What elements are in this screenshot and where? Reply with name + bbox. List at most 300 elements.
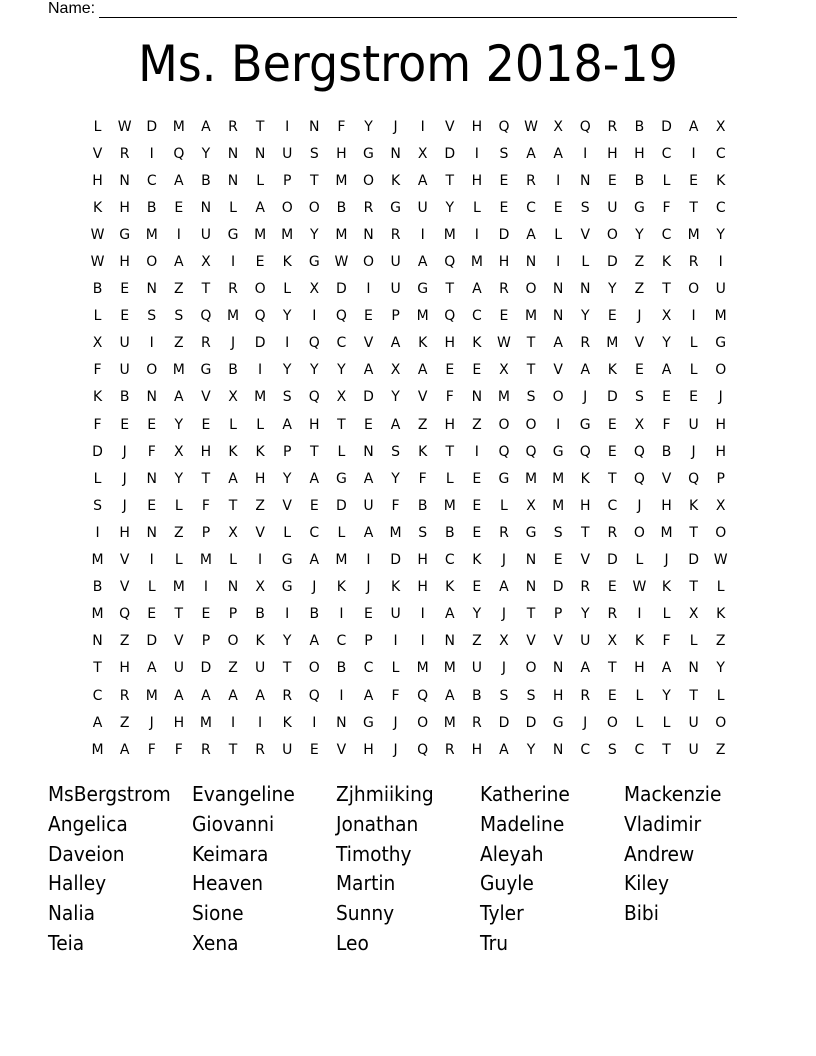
grid-letter: M <box>389 524 402 541</box>
grid-letter: C <box>336 633 347 650</box>
grid-letter: H <box>579 497 591 514</box>
grid-letter: W <box>90 254 105 271</box>
grid-letter: M <box>443 660 456 677</box>
grid-letter: Y <box>445 199 455 216</box>
page-title: Ms. Bergstrom 2018-19 <box>138 35 678 93</box>
word-list-item: Tru <box>480 930 509 955</box>
grid-letter: P <box>716 470 725 487</box>
grid-letter: T <box>255 118 265 135</box>
grid-letter: L <box>391 660 400 677</box>
grid-letter: F <box>662 416 671 433</box>
grid-letter: T <box>310 443 319 460</box>
grid-letter: N <box>254 145 266 162</box>
grid-letter: I <box>393 633 398 650</box>
grid-letter: U <box>200 226 212 243</box>
grid-letter: X <box>255 579 265 596</box>
grid-letter: H <box>119 199 130 216</box>
grid-letter: J <box>393 714 398 731</box>
grid-letter: O <box>146 254 158 271</box>
grid-letter: G <box>552 714 564 731</box>
grid-letter: K <box>661 579 672 596</box>
grid-letter: S <box>309 145 319 162</box>
grid-letter: T <box>608 470 617 487</box>
grid-letter: V <box>553 633 563 650</box>
grid-letter: K <box>255 443 265 460</box>
grid-letter: C <box>661 226 672 243</box>
grid-letter: Z <box>228 660 238 677</box>
grid-letter: J <box>501 606 507 623</box>
grid-letter: L <box>93 308 102 325</box>
grid-letter: R <box>580 579 591 596</box>
grid-letter: B <box>661 443 672 460</box>
grid-letter: M <box>226 308 240 325</box>
grid-letter: S <box>607 741 617 758</box>
grid-letter: U <box>688 416 699 433</box>
grid-letter: N <box>444 633 455 650</box>
grid-letter: O <box>308 660 320 677</box>
grid-letter: E <box>499 172 509 189</box>
grid-letter: H <box>607 145 618 162</box>
grid-letter: H <box>634 145 645 162</box>
grid-letter: Q <box>633 443 645 460</box>
grid-letter: J <box>637 308 642 325</box>
grid-letter: N <box>579 281 591 298</box>
grid-letter: N <box>227 579 239 596</box>
grid-letter: M <box>497 389 510 406</box>
grid-letter: M <box>254 389 267 406</box>
grid-letter: E <box>120 416 130 433</box>
grid-letter: I <box>258 362 263 379</box>
grid-letter: I <box>474 145 479 162</box>
grid-letter: B <box>146 199 157 216</box>
grid-letter: E <box>689 389 699 406</box>
grid-letter: J <box>664 552 669 569</box>
grid-letter: I <box>556 172 561 189</box>
grid-letter: T <box>337 416 346 433</box>
grid-letter: M <box>199 552 212 569</box>
grid-letter: I <box>718 254 723 271</box>
grid-letter: H <box>309 416 320 433</box>
grid-letter: W <box>497 335 511 352</box>
grid-letter: M <box>281 226 294 243</box>
grid-letter: V <box>417 389 428 406</box>
grid-letter: L <box>174 552 183 569</box>
grid-letter: H <box>119 660 130 677</box>
grid-letter: T <box>201 281 211 298</box>
grid-letter: E <box>662 389 671 406</box>
grid-letter: A <box>309 633 320 650</box>
grid-letter: E <box>201 606 211 623</box>
grid-letter: K <box>634 633 645 650</box>
grid-letter: V <box>282 497 292 514</box>
word-list-item: Madeline <box>480 811 565 836</box>
grid-letter: B <box>201 172 211 189</box>
grid-letter: F <box>662 199 671 216</box>
grid-letter: L <box>337 524 346 541</box>
grid-letter: M <box>91 552 104 569</box>
grid-letter: T <box>445 281 455 298</box>
grid-letter: H <box>552 687 564 704</box>
grid-letter: X <box>92 335 103 352</box>
grid-letter: E <box>499 308 509 325</box>
word-list-item: Katherine <box>480 782 570 806</box>
grid-letter: L <box>256 172 265 189</box>
grid-letter: Y <box>391 389 400 406</box>
grid-letter: O <box>254 281 266 298</box>
grid-letter: V <box>174 633 184 650</box>
grid-letter: A <box>201 118 211 135</box>
name-blank-line[interactable] <box>99 3 737 18</box>
grid-letter: V <box>92 145 103 162</box>
grid-letter: H <box>92 172 103 189</box>
grid-letter: K <box>607 362 617 379</box>
grid-letter: I <box>583 145 588 162</box>
grid-letter: C <box>715 199 726 216</box>
grid-letter: Z <box>715 741 726 758</box>
grid-letter: G <box>633 199 645 216</box>
grid-letter: C <box>715 145 726 162</box>
grid-letter: L <box>229 416 237 433</box>
grid-letter: O <box>525 416 537 433</box>
grid-letter: O <box>633 524 645 541</box>
grid-letter: D <box>336 497 347 514</box>
grid-letter: T <box>580 524 590 541</box>
grid-letter: D <box>146 633 158 650</box>
grid-letter: M <box>525 470 538 487</box>
grid-letter: G <box>498 470 510 487</box>
grid-letter: L <box>662 714 671 731</box>
word-list-item: Zjhmiiking <box>336 782 434 806</box>
grid-letter: Y <box>472 606 482 623</box>
grid-letter: F <box>662 633 671 650</box>
grid-letter: M <box>606 335 619 352</box>
grid-letter: L <box>229 552 237 569</box>
grid-letter: U <box>363 497 374 514</box>
grid-letter: I <box>420 226 425 243</box>
grid-letter: X <box>634 416 645 433</box>
grid-letter: I <box>420 118 425 135</box>
grid-letter: K <box>661 254 672 271</box>
grid-letter: Z <box>174 281 184 298</box>
grid-letter: Z <box>472 633 482 650</box>
grid-letter: C <box>336 335 347 352</box>
grid-letter: Q <box>308 389 320 406</box>
grid-letter: Y <box>337 362 346 379</box>
grid-letter: Y <box>310 362 319 379</box>
grid-letter: I <box>556 254 561 271</box>
grid-letter: S <box>282 389 292 406</box>
grid-letter: G <box>119 226 131 243</box>
grid-letter: M <box>443 497 456 514</box>
grid-letter: Z <box>634 281 645 298</box>
grid-letter: U <box>282 145 293 162</box>
word-list-item <box>624 929 758 959</box>
grid-letter: F <box>174 741 183 758</box>
grid-letter: C <box>634 741 645 758</box>
grid-letter: U <box>119 362 130 379</box>
grid-letter: V <box>119 579 130 596</box>
grid-letter: Y <box>282 308 292 325</box>
grid-letter: R <box>228 281 238 298</box>
grid-letter: R <box>390 226 401 243</box>
grid-letter: Q <box>579 443 591 460</box>
grid-letter: S <box>499 145 509 162</box>
grid-letter: A <box>228 687 238 704</box>
grid-letter: I <box>556 416 561 433</box>
grid-letter: C <box>526 199 536 216</box>
grid-letter: Q <box>579 118 591 135</box>
grid-letter: D <box>606 254 618 271</box>
grid-letter: Y <box>635 226 644 243</box>
grid-letter: A <box>282 416 292 433</box>
grid-letter: G <box>227 226 239 243</box>
grid-letter: P <box>282 443 292 460</box>
grid-letter: P <box>228 606 238 623</box>
grid-letter: X <box>499 633 509 650</box>
grid-letter: R <box>499 524 509 541</box>
grid-letter: T <box>608 660 617 677</box>
grid-letter: K <box>418 335 428 352</box>
grid-letter: K <box>92 199 103 216</box>
grid-letter: A <box>688 118 699 135</box>
grid-letter: L <box>93 118 102 135</box>
grid-letter: O <box>715 714 727 731</box>
grid-letter: M <box>470 254 483 271</box>
grid-letter: Q <box>119 606 131 623</box>
grid-letter: A <box>444 687 455 704</box>
grid-letter: R <box>201 335 211 352</box>
grid-letter: E <box>472 579 482 596</box>
grid-letter: J <box>149 714 154 731</box>
grid-letter: E <box>607 308 617 325</box>
grid-letter: Y <box>580 606 590 623</box>
word-list-item: Timothy <box>336 841 412 866</box>
grid-letter: U <box>688 714 699 731</box>
grid-letter: S <box>553 524 563 541</box>
grid-letter: L <box>689 633 698 650</box>
grid-letter: E <box>309 741 319 758</box>
grid-letter: M <box>552 497 565 514</box>
grid-letter: E <box>607 416 617 433</box>
grid-letter: A <box>174 254 184 271</box>
word-list-item: Leo <box>336 930 369 955</box>
grid-letter: L <box>472 199 481 216</box>
grid-letter: I <box>312 308 317 325</box>
grid-letter: B <box>119 389 130 406</box>
grid-letter: A <box>661 660 672 677</box>
grid-letter: E <box>689 172 699 189</box>
grid-letter: H <box>471 118 483 135</box>
grid-letter: L <box>635 714 644 731</box>
grid-letter: U <box>580 633 591 650</box>
grid-letter: I <box>285 606 290 623</box>
grid-letter: F <box>201 497 210 514</box>
grid-letter: T <box>689 687 698 704</box>
grid-letter: L <box>635 552 644 569</box>
grid-letter: O <box>606 714 618 731</box>
grid-letter: D <box>498 226 510 243</box>
grid-letter: N <box>200 199 212 216</box>
grid-letter: M <box>172 118 185 135</box>
grid-letter: T <box>228 497 238 514</box>
grid-letter: G <box>363 714 374 731</box>
grid-letter: V <box>661 470 672 487</box>
grid-letter: X <box>309 281 320 298</box>
grid-letter: C <box>363 660 374 677</box>
grid-letter: K <box>228 443 238 460</box>
grid-letter: E <box>364 308 373 325</box>
grid-letter: Y <box>662 335 671 352</box>
grid-letter: U <box>471 660 482 677</box>
grid-letter: J <box>366 579 371 596</box>
grid-letter: L <box>689 362 698 379</box>
grid-letter: Q <box>417 687 429 704</box>
grid-letter: O <box>227 633 239 650</box>
grid-letter: T <box>689 199 698 216</box>
grid-letter: N <box>227 145 239 162</box>
grid-letter: Q <box>417 741 429 758</box>
grid-letter: U <box>417 199 428 216</box>
grid-letter: Q <box>688 470 700 487</box>
grid-letter: X <box>715 118 726 135</box>
grid-letter: I <box>312 714 317 731</box>
grid-letter: F <box>445 389 454 406</box>
grid-letter: J <box>718 389 723 406</box>
grid-letter: B <box>309 606 320 623</box>
grid-letter: G <box>390 199 401 216</box>
grid-letter: L <box>93 470 102 487</box>
grid-letter: A <box>553 145 563 162</box>
grid-letter: D <box>254 335 266 352</box>
grid-letter: Y <box>282 362 292 379</box>
grid-letter: R <box>580 335 591 352</box>
grid-letter: K <box>580 470 590 487</box>
grid-letter: K <box>689 497 699 514</box>
grid-letter: D <box>606 552 618 569</box>
grid-letter: G <box>715 335 727 352</box>
grid-letter: U <box>607 199 618 216</box>
grid-letter: L <box>716 579 725 596</box>
grid-letter: I <box>230 254 236 271</box>
grid-letter: C <box>471 308 482 325</box>
grid-letter: H <box>173 714 185 731</box>
grid-letter: C <box>146 172 157 189</box>
grid-letter: E <box>553 199 563 216</box>
grid-letter: T <box>526 362 536 379</box>
grid-letter: N <box>336 714 347 731</box>
grid-letter: D <box>498 714 510 731</box>
grid-letter: F <box>391 687 400 704</box>
grid-letter: W <box>334 254 349 271</box>
grid-letter: Z <box>255 497 265 514</box>
grid-letter: T <box>689 524 698 541</box>
grid-letter: T <box>526 335 536 352</box>
grid-letter: A <box>146 660 157 677</box>
word-list-item: Aleyah <box>480 841 544 866</box>
grid-letter: N <box>552 741 564 758</box>
grid-letter: R <box>688 254 699 271</box>
grid-letter: K <box>92 389 103 406</box>
grid-letter: M <box>660 524 673 541</box>
grid-letter: H <box>471 741 483 758</box>
grid-letter: S <box>499 687 509 704</box>
word-list-item: Nalia <box>48 901 96 926</box>
grid-letter: T <box>662 281 671 298</box>
grid-letter: E <box>499 199 509 216</box>
grid-letter: B <box>336 660 347 677</box>
grid-letter: R <box>363 199 374 216</box>
grid-letter: E <box>120 308 130 325</box>
grid-letter: V <box>580 552 591 569</box>
grid-letter: J <box>501 660 507 677</box>
grid-letter: T <box>662 741 671 758</box>
grid-letter: O <box>715 524 727 541</box>
grid-letter: I <box>203 579 208 596</box>
grid-letter: K <box>716 172 726 189</box>
grid-letter: R <box>580 687 591 704</box>
grid-letter: K <box>716 606 726 623</box>
grid-letter: D <box>336 281 347 298</box>
grid-letter: F <box>337 118 346 135</box>
grid-letter: E <box>553 552 563 569</box>
grid-letter: U <box>390 281 401 298</box>
grid-letter: C <box>92 687 103 704</box>
grid-letter: T <box>445 172 455 189</box>
grid-letter: M <box>145 687 158 704</box>
grid-letter: V <box>201 389 211 406</box>
grid-letter: H <box>336 145 347 162</box>
grid-letter: N <box>471 389 483 406</box>
word-list-item: Tyler <box>480 901 524 926</box>
grid-letter: A <box>526 226 536 243</box>
grid-letter: Z <box>417 416 428 433</box>
grid-letter: N <box>525 552 537 569</box>
grid-letter: D <box>92 443 103 460</box>
grid-letter: I <box>366 552 371 569</box>
grid-letter: O <box>498 416 510 433</box>
grid-letter: G <box>200 362 212 379</box>
grid-letter: Y <box>282 470 292 487</box>
grid-letter: S <box>174 308 184 325</box>
name-field[interactable] <box>48 0 737 18</box>
word-list-item: Angelica <box>48 811 128 836</box>
grid-letter: D <box>661 118 672 135</box>
grid-letter: A <box>526 145 536 162</box>
grid-letter: E <box>607 443 617 460</box>
grid-letter: I <box>149 335 154 352</box>
grid-letter: N <box>146 281 157 298</box>
grid-letter: Q <box>308 335 320 352</box>
grid-letter: A <box>119 741 130 758</box>
grid-letter: I <box>258 552 263 569</box>
grid-letter: T <box>445 443 455 460</box>
grid-letter: U <box>715 281 726 298</box>
grid-letter: O <box>715 362 727 379</box>
grid-letter: N <box>552 308 564 325</box>
grid-letter: S <box>634 389 644 406</box>
grid-letter: M <box>416 308 429 325</box>
grid-letter: S <box>526 389 536 406</box>
grid-letter: G <box>281 552 293 569</box>
grid-letter: I <box>285 118 290 135</box>
grid-letter: E <box>174 199 184 216</box>
grid-letter: G <box>417 281 429 298</box>
grid-letter: T <box>174 606 184 623</box>
grid-letter: X <box>228 524 238 541</box>
grid-letter: Z <box>174 335 184 352</box>
grid-letter: I <box>366 281 371 298</box>
grid-letter: A <box>363 362 374 379</box>
